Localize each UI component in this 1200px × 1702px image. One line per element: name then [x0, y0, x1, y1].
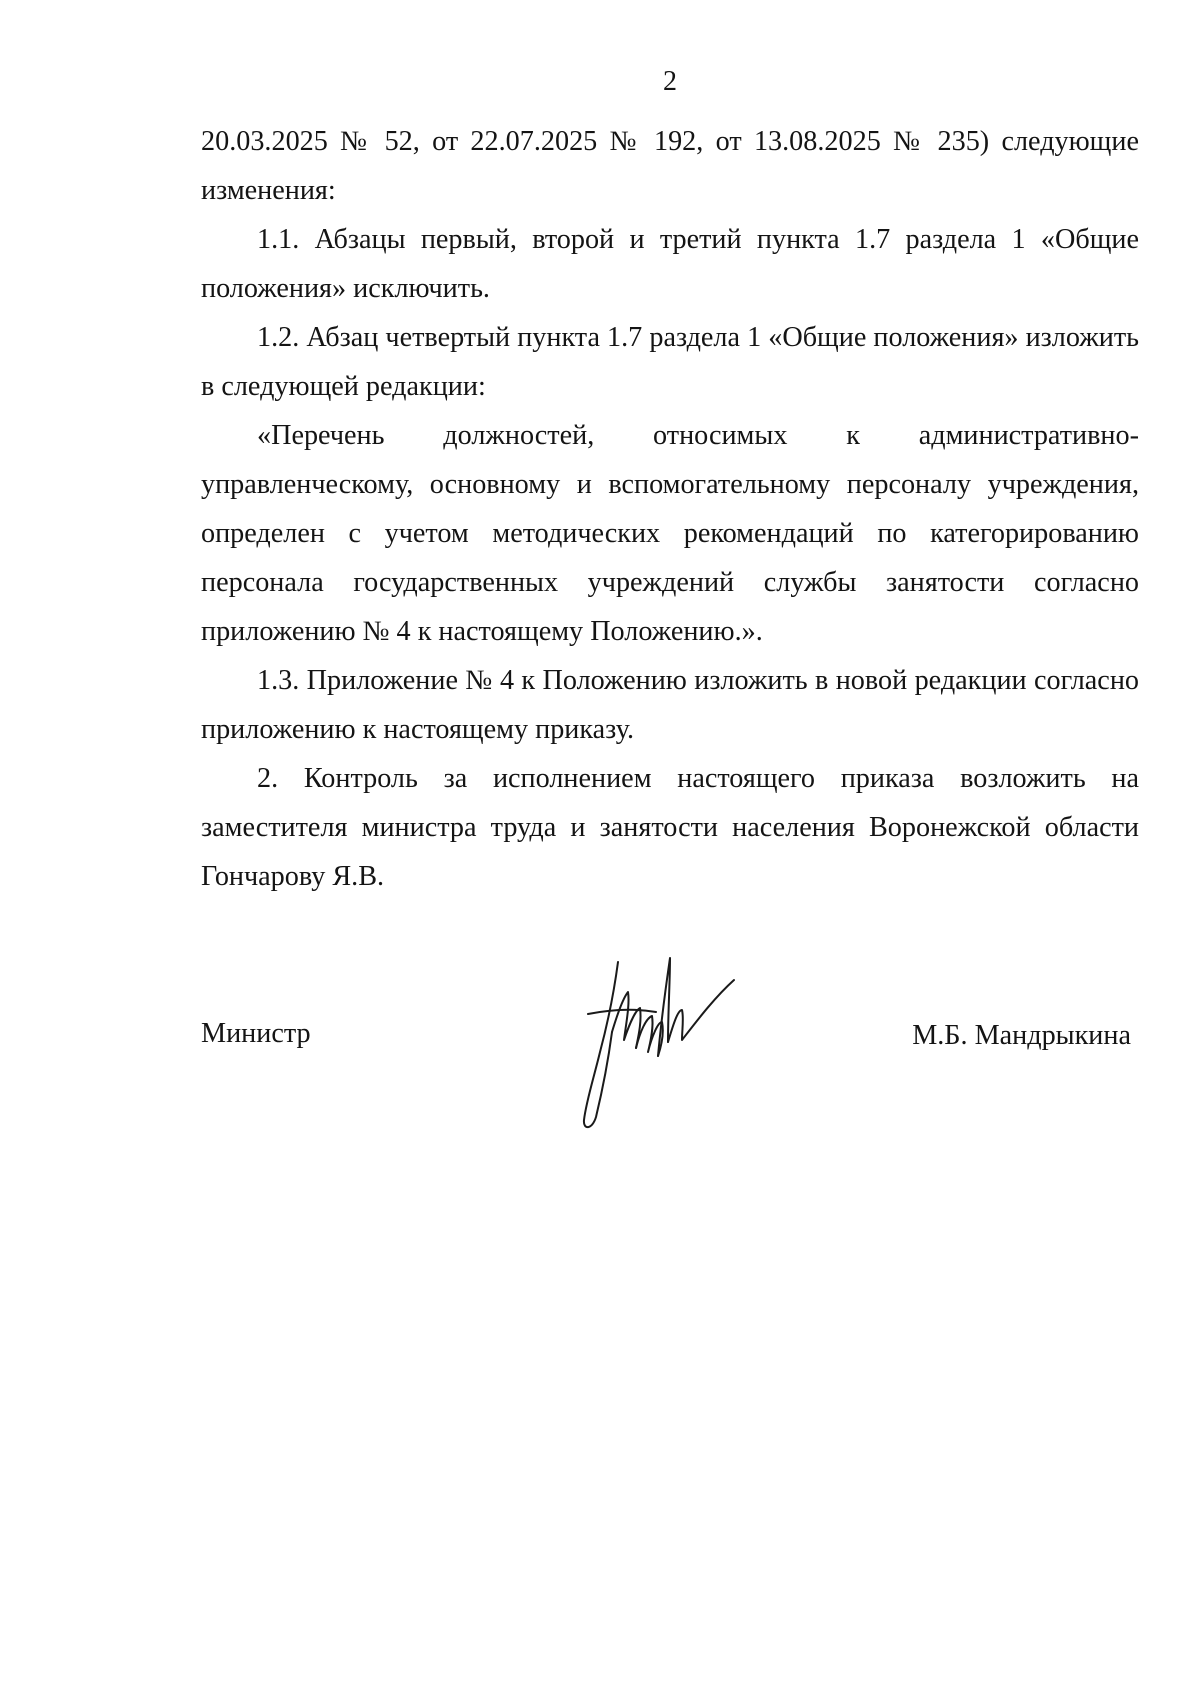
paragraph-2: 2. Контроль за исполнением настоящего приказа возложить на заместителя министра труда и занятости населения Воронежской области Гончарову Я.В. [201, 763, 1139, 892]
signatory-name: М.Б. Мандрыкина [912, 1020, 1131, 1051]
paragraph-continuation: 20.03.2025 № 52, от 22.07.2025 № 192, от 13.08.2025 № 235) следующие изменения: [201, 126, 1139, 206]
paragraph-quoted-text: «Перечень должностей, относимых к административно-управленческому, основному и вспомогательному персоналу учреждения, определен с учетом методических рекомендаций по категорированию персонала государственных учреждений службы занятости согласно приложению № 4 к настоящему Положению.». [201, 420, 1139, 647]
signatory-title: Министр [201, 1018, 311, 1049]
paragraph-1-1: 1.1. Абзацы первый, второй и третий пункта 1.7 раздела 1 «Общие положения» исключить. [201, 224, 1139, 304]
document-body [201, 117, 1139, 901]
paragraph-1-3: 1.3. Приложение № 4 к Положению изложить в новой редакции согласно приложению к настоящему приказу. [201, 665, 1139, 745]
paragraph-1-2: 1.2. Абзац четвертый пункта 1.7 раздела 1 «Общие положения» изложить в следующей редакции: [201, 322, 1139, 402]
page-number: 2 [663, 66, 677, 97]
handwritten-signature [578, 952, 740, 1132]
